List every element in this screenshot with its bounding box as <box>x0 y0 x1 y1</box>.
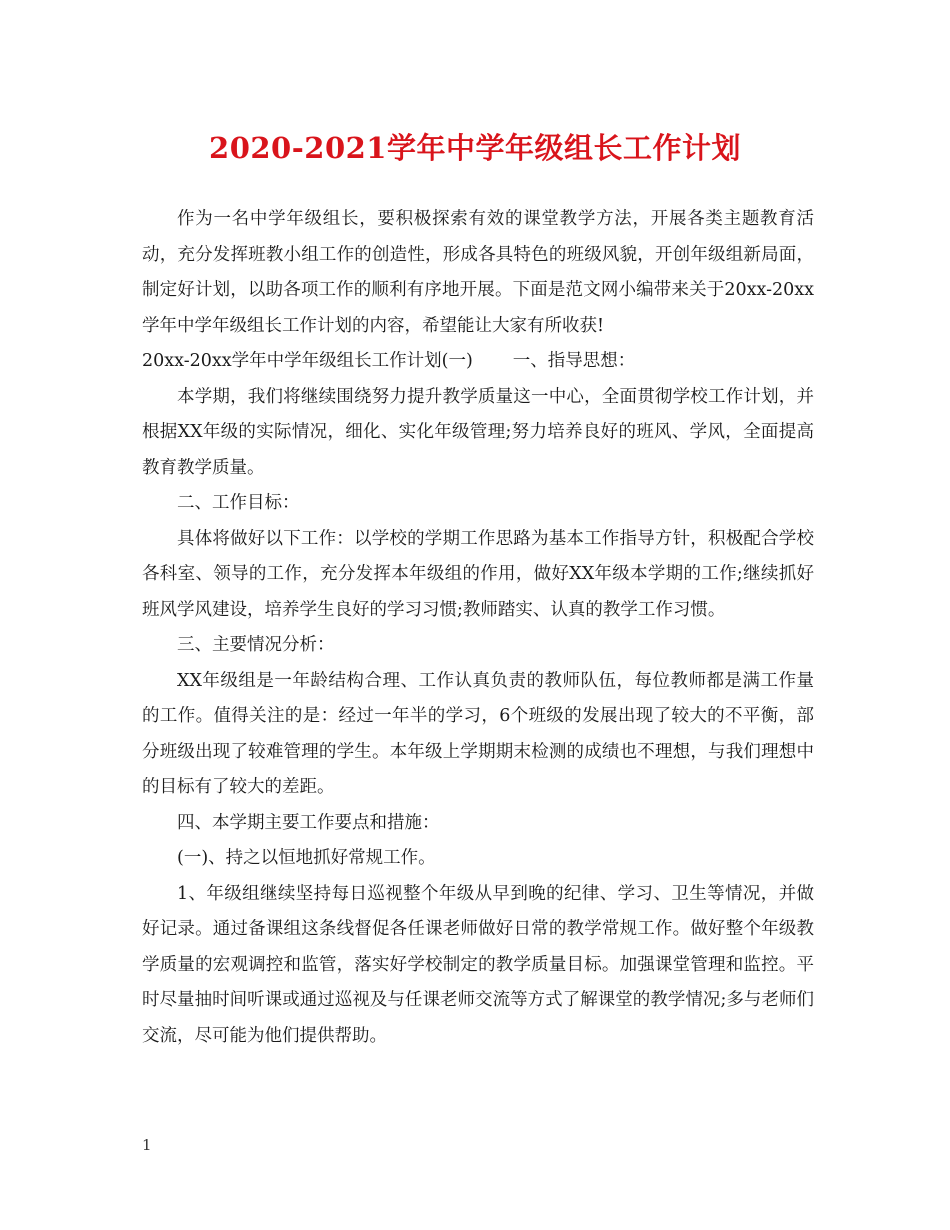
document-body <box>142 202 814 1054</box>
subsection1-heading: (一)、持之以恒地抓好常规工作。 <box>177 848 436 868</box>
section1-heading: 一、指导思想： <box>512 351 636 371</box>
section3-paragraph: XX年级组是一年龄结构合理、工作认真负责的教师队伍，每位教师都是满工作量的工作。值得关注的是：经过一年半的学习，6个班级的发展出现了较大的不平衡，部分班级出现了较难管理的学生。本年级上学期期末检测的成绩也不理想，与我们理想中的目标有了较大的差距。 <box>142 670 814 797</box>
intro-paragraph: 作为一名中学年级组长，要积极探索有效的课堂教学方法，开展各类主题教育活动，充分发挥班教小组工作的创造性，形成各具特色的班级风貌，开创年级组新局面，制定好计划，以助各项工作的顺利有序地开展。下面是范文网小编带来关于20xx-20xx学年中学年级组长工作计划的内容，希望能让大家有所收获! <box>142 209 814 336</box>
plan-heading-line <box>142 344 814 380</box>
item1-paragraph: 1、年级组继续坚持每日巡视整个年级从早到晚的纪律、学习、卫生等情况，并做好记录。通过备课组这条线督促各任课老师做好日常的教学常规工作。做好整个年级教学质量的宏观调控和监管，落实好学校制定的教学质量目标。加强课堂管理和监控。平时尽量抽时间听课或通过巡视及与任课老师交流等方式了解课堂的教学情况;多与老师们交流，尽可能为他们提供帮助。 <box>142 883 814 1046</box>
document-title: 2020-2021学年中学年级组长工作计划 <box>209 131 741 165</box>
section1-paragraph: 本学期，我们将继续围绕努力提升教学质量这一中心，全面贯彻学校工作计划，并根据XX年级的实际情况，细化、实化年级管理;努力培养良好的班风、学风，全面提高教育教学质量。 <box>142 386 814 478</box>
section3-heading: 三、主要情况分析： <box>177 635 335 655</box>
section4-heading: 四、本学期主要工作要点和措施： <box>177 812 440 833</box>
plan-heading: 20xx-20xx学年中学年级组长工作计划(一) <box>142 351 473 371</box>
heading-gap <box>473 344 513 380</box>
section2-paragraph: 具体将做好以下工作：以学校的学期工作思路为基本工作指导方针，积极配合学校各科室、领导的工作，充分发挥本年级组的作用，做好XX年级本学期的工作;继续抓好班风学风建设，培养学生良好的学习习惯;教师踏实、认真的教学工作习惯。 <box>142 528 814 620</box>
page-number: 1 <box>142 1136 152 1154</box>
section2-heading: 二、工作目标： <box>177 493 300 513</box>
